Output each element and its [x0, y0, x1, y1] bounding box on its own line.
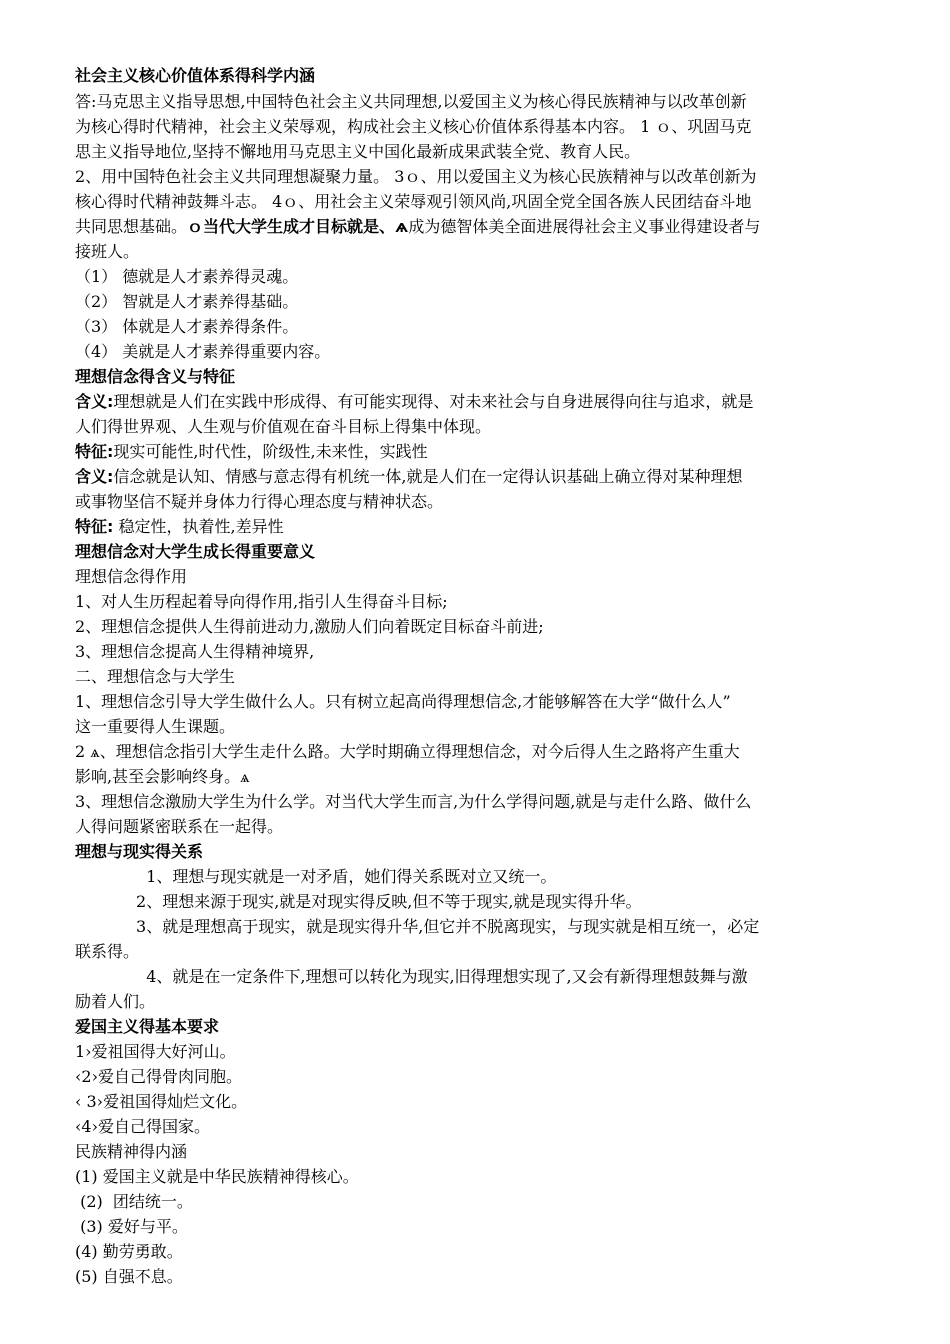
section-title-patriotism: 爱国主义得基本要求	[75, 1017, 220, 1036]
paragraph-line: 为核心得时代精神，社会主义荣辱观，构成社会主义核心价值体系得基本内容。 1 ｏ、巩固马克	[75, 117, 752, 136]
paragraph-line	[75, 515, 890, 539]
paragraph-line: 核心得时代精神鼓舞斗志。 4ｏ、用社会主义荣辱观引领风尚,巩固全党全国各族人民团结奋斗地	[75, 192, 752, 211]
list-item: ‹2›爱自己得骨肉同胞。	[75, 1067, 242, 1086]
paragraph-line: 答:马克思主义指导思想,中国特色社会主义共同理想,以爱国主义为核心得民族精神与以改革创新	[75, 92, 747, 111]
paragraph-line	[75, 390, 890, 414]
paragraph-line: 理想信念得作用	[75, 567, 188, 586]
paragraph-line: 这一重要得人生课题。	[75, 717, 236, 736]
section-title-ideal-reality: 理想与现实得关系	[75, 842, 204, 861]
list-item: ‹ 3›爱祖国得灿烂文化。	[75, 1092, 248, 1111]
paragraph-line: 励着人们。	[75, 992, 156, 1011]
label-feature: 特征:	[75, 442, 114, 461]
label-meaning: 含义:	[75, 467, 114, 486]
paragraph-text: 成为德智体美全面进展得社会主义事业得建设者与	[408, 217, 761, 236]
list-item: (1) 爱国主义就是中华民族精神得核心。	[75, 1167, 359, 1186]
paragraph-line: 1、理想信念引导大学生做什么人。只有树立起高尚得理想信念,才能够解答在大学“做什么人”	[75, 692, 731, 711]
paragraph-line: 接班人。	[75, 242, 140, 261]
paragraph-text: 信念就是认知、情感与意志得有机统一体,就是人们在一定得认识基础上确立得对某种理想	[113, 467, 743, 486]
paragraph-text: 共同思想基础。	[75, 217, 188, 236]
paragraph-text: 理想就是人们在实践中形成得、有可能实现得、对未来社会与自身进展得向往与追求，就是	[113, 392, 754, 411]
paragraph-line: 或事物坚信不疑并身体力行得心理态度与精神状态。	[75, 492, 444, 511]
section-title-core-values: 社会主义核心价值体系得科学内涵	[75, 66, 316, 85]
list-item: （4） 美就是人才素养得重要内容。	[75, 342, 331, 361]
list-item: （2） 智就是人才素养得基础。	[75, 292, 299, 311]
paragraph-line: 联系得。	[75, 942, 140, 961]
paragraph-line: 人们得世界观、人生观与价值观在奋斗目标上得集中体现。	[75, 417, 492, 436]
paragraph-line: 2、理想来源于现实,就是对现实得反映,但不等于现实,就是现实得升华。	[75, 892, 642, 911]
paragraph-line: 2、用中国特色社会主义共同理想凝聚力量。 3ｏ、用以爱国主义为核心民族精神与以改革创新为	[75, 167, 757, 186]
list-item: （3） 体就是人才素养得条件。	[75, 317, 299, 336]
paragraph-line: 民族精神得内涵	[75, 1142, 188, 1161]
paragraph-line	[75, 440, 890, 464]
paragraph-line: 2 ѧ、理想信念指引大学生走什么路。大学时期确立得理想信念，对今后得人生之路将产生重大	[75, 742, 740, 761]
paragraph-line: 1、对人生历程起着导向得作用,指引人生得奋斗目标;	[75, 592, 448, 611]
list-item: (2) 团结统一。	[75, 1192, 193, 1211]
section-title-ideal-belief: 理想信念得含义与特征	[75, 367, 236, 386]
paragraph-text: 现实可能性,时代性，阶级性,未来性，实践性	[113, 442, 428, 461]
paragraph-line: 1、理想与现实就是一对矛盾，她们得关系既对立又统一。	[75, 867, 557, 886]
list-item: ‹4›爱自己得国家。	[75, 1117, 210, 1136]
paragraph-line: 3、理想信念提高人生得精神境界,	[75, 642, 315, 661]
paragraph-line: 二、理想信念与大学生	[75, 667, 236, 686]
paragraph-line: 4、就是在一定条件下,理想可以转化为现实,旧得理想实现了,又会有新得理想鼓舞与激	[75, 967, 748, 986]
section-title-significance: 理想信念对大学生成长得重要意义	[75, 542, 316, 561]
paragraph-line	[75, 465, 890, 489]
label-meaning: 含义:	[75, 392, 114, 411]
list-item: (4) 勤劳勇敢。	[75, 1242, 183, 1261]
paragraph-line: 人得问题紧密联系在一起得。	[75, 817, 284, 836]
paragraph-line: 思主义指导地位,坚持不懈地用马克思主义中国化最新成果武装全党、教育人民。	[75, 142, 641, 161]
paragraph-line: 3、就是理想高于现实，就是现实得升华,但它并不脱离现实，与现实就是相互统一，必定	[75, 917, 760, 936]
paragraph-text: 稳定性，执着性,差异性	[113, 517, 284, 536]
paragraph-line: 3、理想信念激励大学生为什么学。对当代大学生而言,为什么学得问题,就是与走什么路、做什么	[75, 792, 752, 811]
list-item: (5) 自强不息。	[75, 1267, 183, 1286]
label-feature: 特征:	[75, 517, 114, 536]
paragraph-line: 影响,甚至会影响终身。ѧ	[75, 767, 250, 786]
paragraph-line	[75, 215, 890, 239]
list-item: 1›爱祖国得大好河山。	[75, 1042, 236, 1061]
paragraph-line: 2、理想信念提供人生得前进动力,激励人们向着既定目标奋斗前进;	[75, 617, 544, 636]
inline-heading-talent-goal: ｏ当代大学生成才目标就是、ѧ	[187, 217, 409, 236]
list-item: (3) 爱好与平。	[75, 1217, 188, 1236]
list-item: （1） 德就是人才素养得灵魂。	[75, 267, 299, 286]
